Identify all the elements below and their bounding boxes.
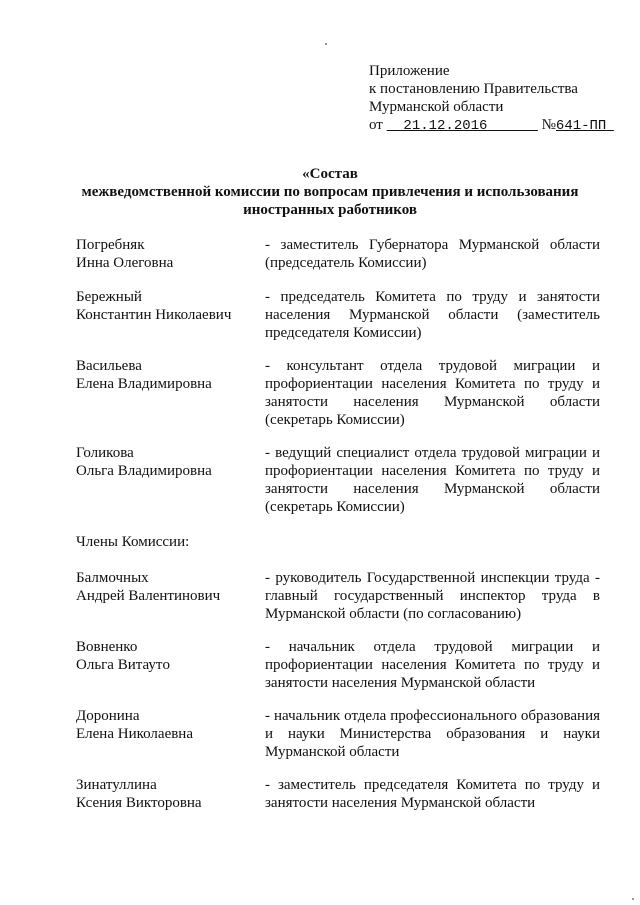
member-name: Доронина Елена Николаевна [76, 708, 193, 742]
document-title [40, 165, 620, 219]
member-name: Васильева Елена Владимировна [76, 358, 212, 392]
member-role: - начальник отдела профессионального образования и науки Министерства образования и науки Мурманской области [265, 708, 600, 760]
member-role: - руководитель Государственной инспекции труда - главный государственный инспектор труда в Мурманской области (по согласованию) [265, 570, 600, 622]
member-role: - заместитель Губернатора Мурманской области (председатель Комиссии) [265, 237, 600, 271]
scan-speck [325, 43, 327, 45]
decree-date: 21.12.2016 [403, 118, 488, 134]
decree-number: 641-ПП [555, 118, 607, 134]
appendix-line: к постановлению Правительства [369, 81, 578, 97]
members-heading: Члены Комиссии: [76, 534, 190, 550]
member-role: - ведущий специалист отдела трудовой миграции и профориентации населения Комитета по труду и занятости населения Мурманской области (секретарь Комиссии) [265, 445, 600, 515]
member-name: Балмочных Андрей Валентинович [76, 570, 221, 604]
appendix-date-line [369, 116, 629, 135]
appendix-line: Приложение [369, 63, 450, 79]
member-role: - начальник отдела трудовой миграции и профориентации населения Комитета по труду и занятости населения Мурманской области [265, 639, 600, 691]
appendix-block [369, 62, 629, 135]
number-sign: № [541, 117, 556, 133]
scan-speck [632, 898, 634, 900]
member-name: Погребняк Инна Олеговна [76, 237, 174, 271]
member-role: - консультант отдела трудовой миграции и профориентации населения Комитета по труду и занятости населения Мурманской области (секретарь Комиссии) [265, 358, 600, 428]
title-line: межведомственной комиссии по вопросам привлечения и использования [81, 184, 579, 200]
member-name: Голикова Ольга Владимировна [76, 445, 212, 479]
member-name: Зинатуллина Ксения Викторовна [76, 777, 202, 811]
member-name: Вовненко Ольга Витаутo [76, 639, 170, 673]
title-line: «Состав [302, 166, 358, 182]
member-role: - заместитель председателя Комитета по труду и занятости населения Мурманской области [265, 777, 600, 811]
member-name: Бережный Константин Николаевич [76, 289, 232, 323]
member-role: - председатель Комитета по труду и занятости населения Мурманской области (заместитель председателя Комиссии) [265, 289, 600, 341]
title-line: иностранных работников [243, 202, 417, 218]
from-label: от [369, 117, 383, 133]
appendix-line: Мурманской области [369, 99, 504, 115]
